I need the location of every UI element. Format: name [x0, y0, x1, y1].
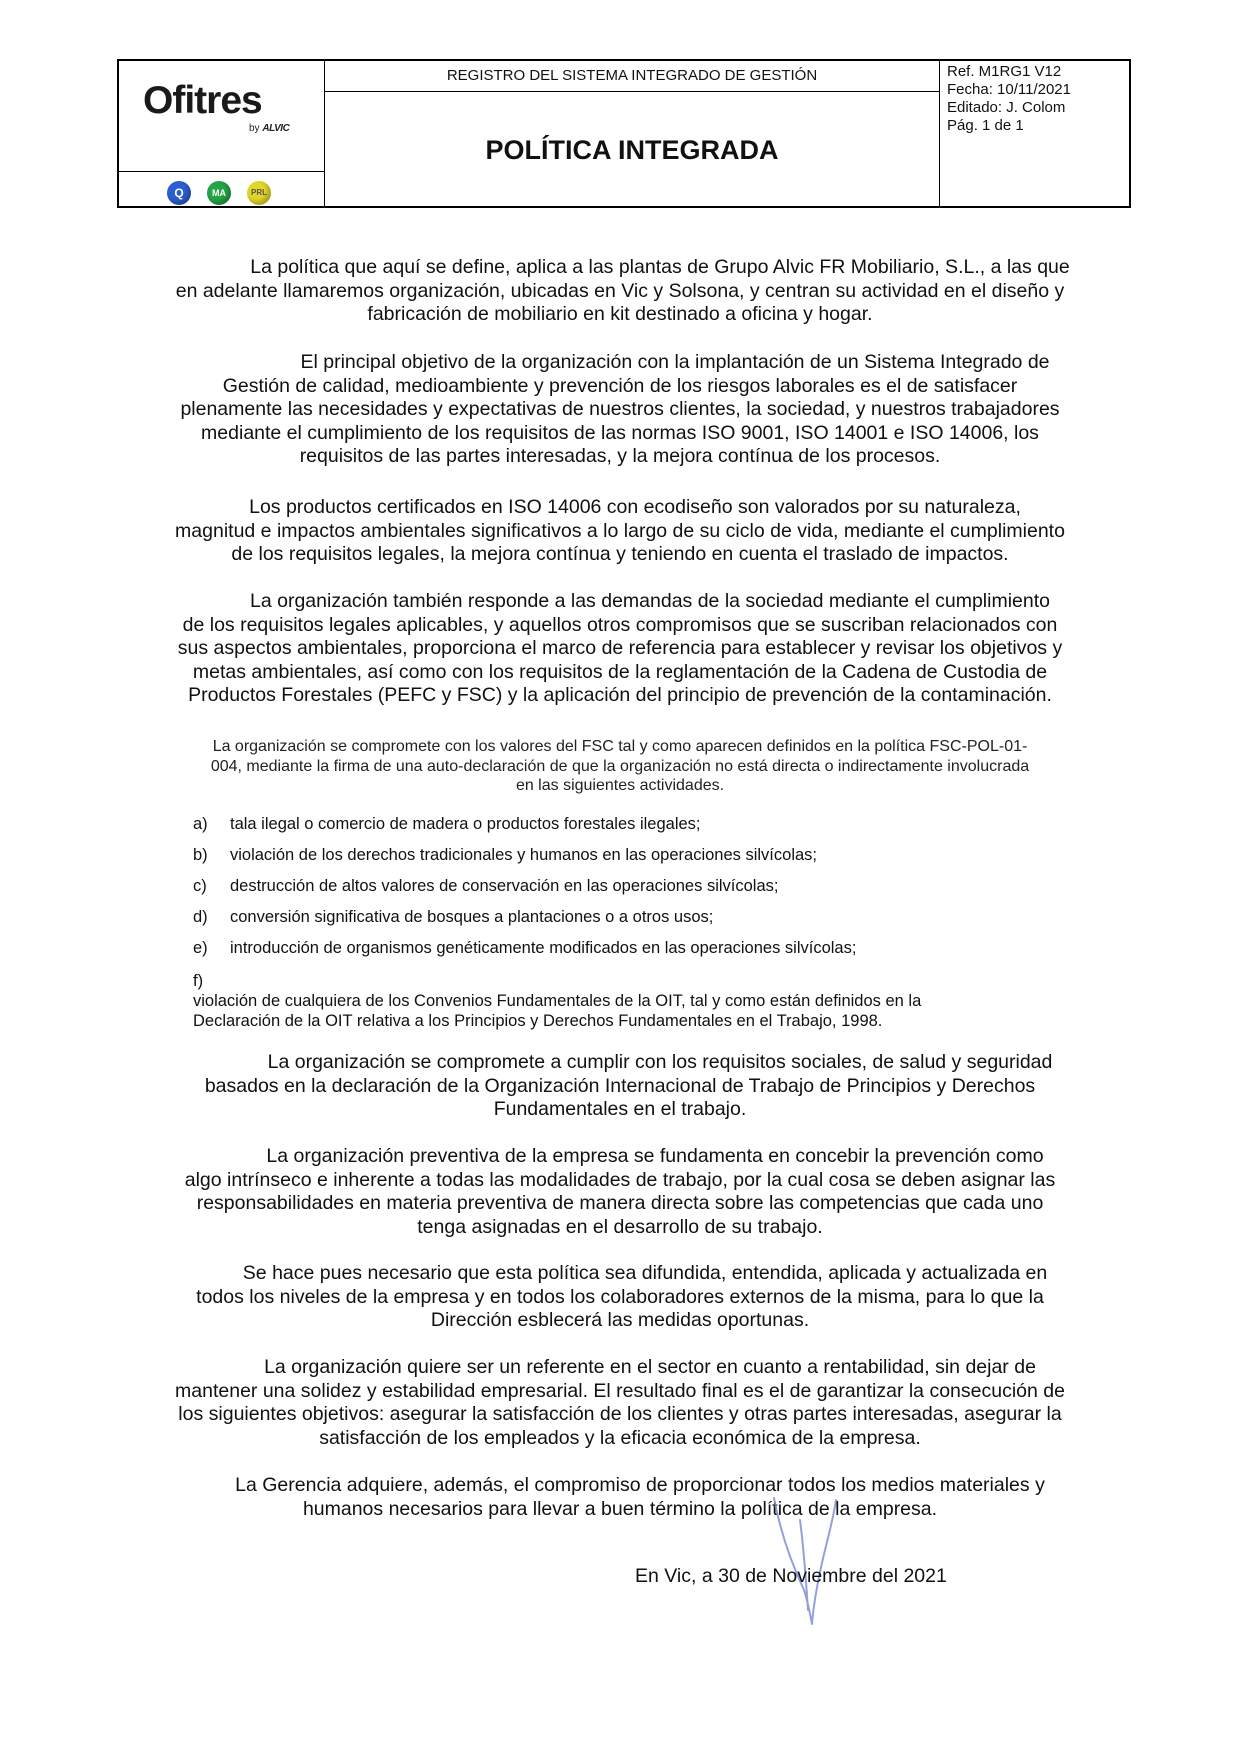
text-line: Los productos certificados en ISO 14006 con ecodiseño son valorados por su naturaleza,	[249, 496, 1021, 518]
paragraph-social-requirements	[120, 1051, 1120, 1122]
signature-graphic	[760, 1490, 860, 1630]
text-line: Se hace pues necesario que esta política sea difundida, entendida, aplicada y actualizada en	[242, 1262, 1048, 1284]
text-line: basados en la declaración de la Organización Internacional de Trabajo de Principios y Derechos	[204, 1074, 1036, 1097]
list-marker: f)	[193, 972, 204, 990]
list-item	[193, 846, 817, 865]
document-date: Fecha: 10/11/2021	[947, 81, 1071, 98]
text-line: Dirección esblecerá las medidas oportunas.	[430, 1309, 810, 1331]
document-title: POLÍTICA INTEGRADA	[485, 135, 779, 165]
paragraph-objective	[120, 351, 1120, 469]
paragraph-fsc	[120, 737, 1120, 796]
paragraph-management-commitment	[120, 1474, 1120, 1521]
text-line: La Gerencia adquiere, además, el compromiso de proporcionar todos los medios materiales y	[235, 1474, 1045, 1496]
text-line: los siguientes objetivos: asegurar la satisfacción de los clientes y otras partes interesadas, asegurar la	[178, 1403, 1062, 1425]
list-marker: d)	[193, 908, 208, 926]
quality-badge-icon: Q	[167, 181, 191, 205]
text-line: mantener una solidez y estabilidad empresarial. El resultado final es el de garantizar la consecución de	[175, 1379, 1065, 1402]
text-line: La organización también responde a las demandas de la sociedad mediante el cumplimiento	[250, 590, 1050, 612]
list-marker: a)	[193, 815, 208, 833]
reference-code: Ref. M1RG1 V12	[947, 63, 1062, 80]
signing-date: En Vic, a 30 de Noviembre del 2021	[635, 1565, 947, 1587]
company-logo	[143, 79, 290, 134]
paragraph-prevention	[120, 1145, 1120, 1239]
document-header-table	[117, 59, 1131, 208]
list-marker: e)	[193, 939, 208, 957]
paragraph-scope	[120, 256, 1120, 327]
text-line: fabricación de mobiliario en kit destinado a oficina y hogar.	[367, 303, 873, 325]
logo-brand: ALVIC	[262, 123, 290, 134]
list-item-text: conversión significativa de bosques a plantaciones o a otros usos;	[230, 908, 714, 926]
text-line: sus aspectos ambientales, proporciona el marco de referencia para establecer y revisar los objetivos y	[177, 637, 1063, 659]
list-item	[193, 877, 778, 896]
list-item-text: violación de los derechos tradicionales y humanos en las operaciones silvícolas;	[230, 846, 817, 864]
text-line: todos los niveles de la empresa y en todos los colaboradores externos de la misma, para lo que la	[196, 1285, 1044, 1308]
list-item	[193, 908, 713, 927]
list-item-text: destrucción de altos valores de conservación en las operaciones silvícolas;	[230, 877, 779, 895]
list-item	[193, 939, 856, 958]
safety-badge-icon: PRL	[247, 181, 271, 205]
text-line: El principal objetivo de la organización con la implantación de un Sistema Integrado de	[300, 351, 1050, 373]
list-marker: c)	[193, 877, 207, 895]
list-item-text: introducción de organismos genéticamente modificados en las operaciones silvícolas;	[230, 939, 857, 957]
list-item-text: violación de cualquiera de los Convenios Fundamentales de la OIT, tal y como están definidos en la	[193, 992, 922, 1010]
text-line: en adelante llamaremos organización, ubicadas en Vic y Solsona, y centran su actividad en el diseño y	[175, 279, 1065, 302]
text-line: La política que aquí se define, aplica a las plantas de Grupo Alvic FR Mobiliario, S.L., a las que	[250, 256, 1070, 278]
logo-by-text: by	[249, 123, 260, 134]
list-item	[193, 815, 701, 834]
paragraph-profitability	[120, 1356, 1120, 1450]
text-line: La organización se compromete con los valores del FSC tal y como aparecen definidos en la política FSC-POL-01-	[212, 738, 1028, 755]
text-line: magnitud e impactos ambientales significativos a lo largo de su ciclo de vida, mediante el cumplimiento	[175, 519, 1065, 542]
logo-byline	[249, 123, 289, 134]
text-line: mediante el cumplimiento de los requisitos de las normas ISO 9001, ISO 14001 e ISO 14006, los	[201, 421, 1039, 444]
paragraph-dissemination	[120, 1262, 1120, 1333]
text-line: algo intrínseco e inherente a todas las modalidades de trabajo, por la cual cosa se deben asignar las	[184, 1168, 1056, 1191]
certification-badges	[119, 172, 325, 208]
text-line: plenamente las necesidades y expectativas de nuestros clientes, la sociedad, y nuestros trabajadores	[180, 398, 1060, 420]
list-item-text-continuation: Declaración de la OIT relativa a los Principios y Derechos Fundamentales en el Trabajo, 1998.	[193, 1012, 883, 1030]
paragraph-society	[120, 590, 1120, 708]
page-number: Pág. 1 de 1	[947, 117, 1024, 134]
document-reference-info	[939, 61, 1131, 208]
text-line: 004, mediante la firma de una auto-declaración de que la organización no está directa o indirectamente involucrada	[210, 757, 1030, 775]
list-marker: b)	[193, 846, 208, 864]
text-line: en las siguientes actividades.	[515, 777, 725, 794]
text-line: de los requisitos legales aplicables, y aquellos otros compromisos que se suscriban relacionados con	[182, 613, 1058, 636]
text-line: La organización quiere ser un referente en el sector en cuanto a rentabilidad, sin dejar de	[264, 1356, 1036, 1378]
text-line: metas ambientales, así como con los requisitos de la reglamentación de la Cadena de Custodia de	[192, 660, 1048, 683]
text-line: satisfacción de los empleados y la eficacia económica de la empresa.	[319, 1426, 921, 1449]
text-line: responsabilidades en materia preventiva de manera directa sobre las competencias que cada uno	[196, 1192, 1044, 1214]
text-line: La organización preventiva de la empresa se fundamenta en concebir la prevención como	[266, 1145, 1044, 1167]
text-line: requisitos de las partes interesadas, y la mejora contínua de los procesos.	[299, 445, 941, 467]
logo-text: Ofitres	[143, 79, 262, 122]
text-line: La organización se compromete a cumplir con los requisitos sociales, de salud y seguridad	[267, 1051, 1053, 1073]
text-line: Gestión de calidad, medioambiente y prevención de los riesgos laborales es el de satisfacer	[222, 374, 1018, 397]
list-item-text: tala ilegal o comercio de madera o productos forestales ilegales;	[230, 815, 701, 833]
text-line: Productos Forestales (PEFC y FSC) y la aplicación del principio de prevención de la contaminación.	[188, 684, 1052, 706]
register-title: REGISTRO DEL SISTEMA INTEGRADO DE GESTIÓN	[325, 61, 939, 92]
text-line: tenga asignadas en el desarrollo de su trabajo.	[417, 1215, 823, 1238]
logo-cell	[119, 61, 325, 172]
text-line: de los requisitos legales, la mejora contínua y teniendo en cuenta el traslado de impactos.	[231, 543, 1009, 565]
text-line: humanos necesarios para llevar a buen término la política de la empresa.	[302, 1497, 938, 1520]
environment-badge-icon: MA	[207, 181, 231, 205]
paragraph-ecodesign	[120, 496, 1120, 567]
text-line: Fundamentales en el trabajo.	[493, 1098, 747, 1120]
list-item	[193, 971, 921, 1031]
edited-by: Editado: J. Colom	[947, 99, 1066, 116]
